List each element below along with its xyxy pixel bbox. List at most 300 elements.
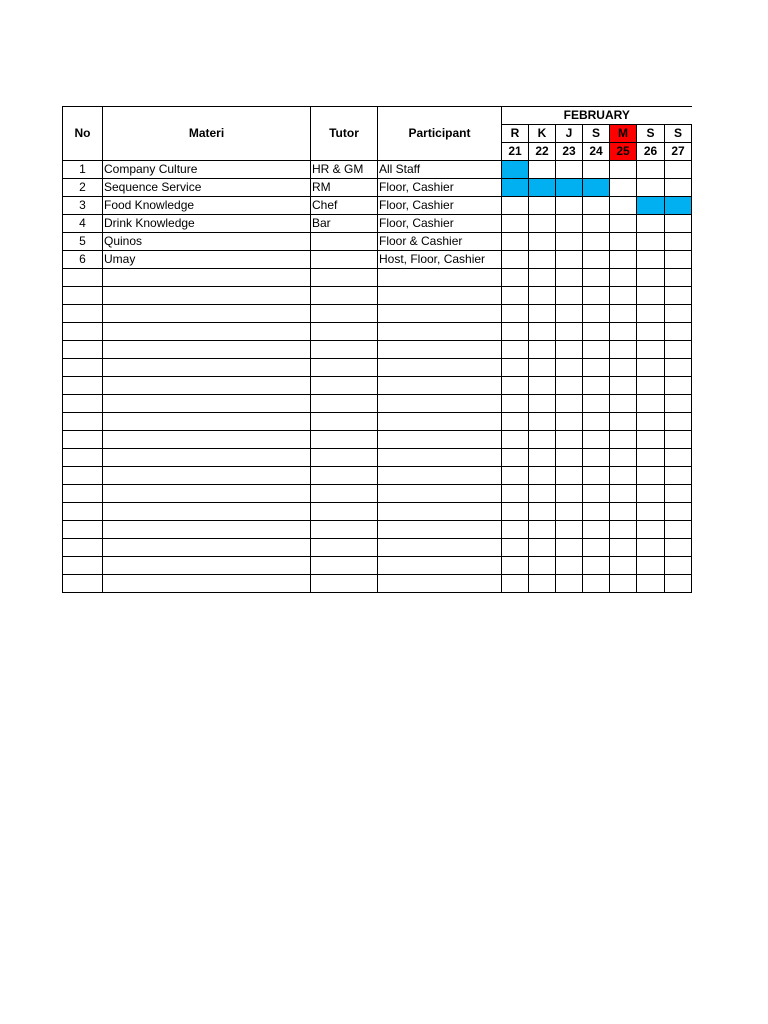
schedule-cell-filled bbox=[502, 161, 529, 179]
schedule-cell bbox=[610, 197, 637, 215]
schedule-cell bbox=[610, 179, 637, 197]
day-date-2: 22 bbox=[529, 143, 556, 161]
empty-row bbox=[63, 413, 692, 431]
schedule-cell bbox=[665, 233, 692, 251]
schedule-cell bbox=[637, 251, 665, 269]
empty-cell bbox=[637, 557, 665, 575]
row-materi: Quinos bbox=[103, 233, 311, 251]
empty-cell bbox=[311, 377, 378, 395]
empty-cell bbox=[311, 503, 378, 521]
header-tutor: Tutor bbox=[311, 107, 378, 161]
row-tutor: RM bbox=[311, 179, 378, 197]
empty-cell bbox=[610, 503, 637, 521]
empty-cell bbox=[665, 413, 692, 431]
header-month: FEBRUARY bbox=[502, 107, 692, 125]
empty-cell bbox=[583, 413, 610, 431]
empty-cell bbox=[63, 467, 103, 485]
schedule-cell-filled bbox=[583, 179, 610, 197]
schedule-cell bbox=[583, 197, 610, 215]
row-participant: Floor, Cashier bbox=[378, 197, 502, 215]
schedule-cell bbox=[556, 215, 583, 233]
empty-cell bbox=[103, 503, 311, 521]
empty-row bbox=[63, 539, 692, 557]
table-row bbox=[63, 179, 692, 197]
empty-cell bbox=[502, 557, 529, 575]
day-letter-2: K bbox=[529, 125, 556, 143]
empty-cell bbox=[378, 377, 502, 395]
empty-cell bbox=[556, 287, 583, 305]
empty-cell bbox=[665, 323, 692, 341]
empty-cell bbox=[583, 485, 610, 503]
empty-cell bbox=[502, 485, 529, 503]
empty-cell bbox=[502, 467, 529, 485]
empty-cell bbox=[63, 449, 103, 467]
empty-row bbox=[63, 521, 692, 539]
header-row-month bbox=[63, 107, 692, 125]
empty-cell bbox=[556, 341, 583, 359]
day-letter-7: S bbox=[665, 125, 692, 143]
empty-cell bbox=[378, 539, 502, 557]
empty-cell bbox=[610, 323, 637, 341]
empty-cell bbox=[637, 269, 665, 287]
empty-cell bbox=[378, 323, 502, 341]
empty-cell bbox=[103, 485, 311, 503]
row-participant: Host, Floor, Cashier bbox=[378, 251, 502, 269]
schedule-cell-filled bbox=[665, 197, 692, 215]
empty-cell bbox=[529, 557, 556, 575]
row-no: 6 bbox=[63, 251, 103, 269]
empty-cell bbox=[311, 431, 378, 449]
empty-cell bbox=[103, 287, 311, 305]
empty-cell bbox=[502, 449, 529, 467]
schedule-cell bbox=[556, 161, 583, 179]
empty-cell bbox=[311, 521, 378, 539]
empty-cell bbox=[63, 575, 103, 593]
empty-row bbox=[63, 485, 692, 503]
empty-cell bbox=[583, 521, 610, 539]
empty-cell bbox=[610, 575, 637, 593]
empty-cell bbox=[665, 395, 692, 413]
empty-cell bbox=[637, 485, 665, 503]
empty-cell bbox=[311, 359, 378, 377]
empty-cell bbox=[665, 521, 692, 539]
empty-cell bbox=[311, 575, 378, 593]
empty-cell bbox=[665, 575, 692, 593]
empty-cell bbox=[583, 467, 610, 485]
empty-cell bbox=[610, 377, 637, 395]
empty-cell bbox=[637, 431, 665, 449]
empty-cell bbox=[103, 539, 311, 557]
empty-cell bbox=[311, 323, 378, 341]
empty-cell bbox=[556, 521, 583, 539]
empty-cell bbox=[665, 359, 692, 377]
row-tutor bbox=[311, 233, 378, 251]
empty-cell bbox=[63, 323, 103, 341]
empty-cell bbox=[529, 449, 556, 467]
empty-cell bbox=[502, 359, 529, 377]
empty-cell bbox=[610, 359, 637, 377]
schedule-cell bbox=[637, 179, 665, 197]
empty-cell bbox=[529, 377, 556, 395]
empty-cell bbox=[529, 341, 556, 359]
empty-cell bbox=[529, 287, 556, 305]
schedule-cell bbox=[529, 161, 556, 179]
empty-cell bbox=[502, 269, 529, 287]
schedule-cell-filled bbox=[556, 179, 583, 197]
empty-cell bbox=[637, 359, 665, 377]
empty-cell bbox=[610, 341, 637, 359]
empty-cell bbox=[583, 359, 610, 377]
empty-cell bbox=[637, 467, 665, 485]
empty-cell bbox=[637, 539, 665, 557]
row-tutor bbox=[311, 251, 378, 269]
empty-cell bbox=[103, 305, 311, 323]
row-no: 3 bbox=[63, 197, 103, 215]
empty-cell bbox=[610, 521, 637, 539]
row-no: 4 bbox=[63, 215, 103, 233]
schedule-cell bbox=[556, 251, 583, 269]
schedule-cell-filled bbox=[637, 197, 665, 215]
schedule-cell bbox=[529, 251, 556, 269]
empty-cell bbox=[63, 557, 103, 575]
empty-cell bbox=[610, 485, 637, 503]
empty-cell bbox=[378, 287, 502, 305]
header-materi: Materi bbox=[103, 107, 311, 161]
empty-cell bbox=[63, 359, 103, 377]
empty-cell bbox=[378, 557, 502, 575]
empty-cell bbox=[311, 341, 378, 359]
empty-cell bbox=[556, 377, 583, 395]
empty-cell bbox=[311, 557, 378, 575]
empty-cell bbox=[637, 413, 665, 431]
empty-cell bbox=[556, 431, 583, 449]
schedule-cell bbox=[665, 215, 692, 233]
row-materi: Company Culture bbox=[103, 161, 311, 179]
day-date-3: 23 bbox=[556, 143, 583, 161]
empty-cell bbox=[556, 575, 583, 593]
empty-cell bbox=[556, 395, 583, 413]
schedule-cell bbox=[610, 215, 637, 233]
empty-cell bbox=[610, 269, 637, 287]
schedule-cell bbox=[583, 215, 610, 233]
empty-cell bbox=[637, 377, 665, 395]
row-no: 5 bbox=[63, 233, 103, 251]
empty-cell bbox=[311, 395, 378, 413]
table-row bbox=[63, 251, 692, 269]
empty-cell bbox=[378, 575, 502, 593]
empty-cell bbox=[311, 467, 378, 485]
day-letter-3: J bbox=[556, 125, 583, 143]
empty-cell bbox=[378, 467, 502, 485]
table-row bbox=[63, 161, 692, 179]
empty-cell bbox=[529, 431, 556, 449]
empty-cell bbox=[610, 395, 637, 413]
schedule-cell bbox=[637, 233, 665, 251]
empty-cell bbox=[529, 503, 556, 521]
empty-cell bbox=[378, 485, 502, 503]
empty-row bbox=[63, 431, 692, 449]
empty-cell bbox=[610, 449, 637, 467]
empty-cell bbox=[665, 431, 692, 449]
empty-cell bbox=[665, 377, 692, 395]
empty-cell bbox=[665, 485, 692, 503]
row-materi: Drink Knowledge bbox=[103, 215, 311, 233]
empty-cell bbox=[378, 359, 502, 377]
empty-cell bbox=[311, 449, 378, 467]
empty-cell bbox=[103, 467, 311, 485]
empty-cell bbox=[103, 359, 311, 377]
day-letter-1: R bbox=[502, 125, 529, 143]
empty-cell bbox=[637, 341, 665, 359]
empty-cell bbox=[529, 485, 556, 503]
schedule-cell-filled bbox=[529, 179, 556, 197]
day-date-7: 27 bbox=[665, 143, 692, 161]
empty-cell bbox=[63, 539, 103, 557]
empty-cell bbox=[378, 269, 502, 287]
empty-cell bbox=[610, 539, 637, 557]
empty-cell bbox=[556, 413, 583, 431]
empty-row bbox=[63, 467, 692, 485]
schedule-cell bbox=[665, 179, 692, 197]
empty-cell bbox=[529, 323, 556, 341]
empty-cell bbox=[378, 395, 502, 413]
empty-cell bbox=[529, 269, 556, 287]
schedule-cell bbox=[502, 197, 529, 215]
schedule-cell bbox=[610, 251, 637, 269]
empty-cell bbox=[311, 305, 378, 323]
empty-cell bbox=[610, 431, 637, 449]
empty-cell bbox=[637, 521, 665, 539]
empty-cell bbox=[103, 269, 311, 287]
empty-cell bbox=[103, 575, 311, 593]
schedule-cell bbox=[583, 233, 610, 251]
empty-cell bbox=[529, 413, 556, 431]
empty-cell bbox=[103, 521, 311, 539]
empty-cell bbox=[583, 431, 610, 449]
empty-cell bbox=[665, 341, 692, 359]
empty-cell bbox=[583, 305, 610, 323]
empty-cell bbox=[103, 413, 311, 431]
empty-cell bbox=[311, 413, 378, 431]
training-schedule-table bbox=[62, 106, 692, 593]
empty-cell bbox=[378, 413, 502, 431]
schedule-cell bbox=[502, 251, 529, 269]
empty-row bbox=[63, 305, 692, 323]
row-participant: Floor, Cashier bbox=[378, 215, 502, 233]
schedule-cell bbox=[610, 233, 637, 251]
empty-row bbox=[63, 359, 692, 377]
empty-cell bbox=[583, 287, 610, 305]
empty-cell bbox=[63, 485, 103, 503]
empty-row bbox=[63, 575, 692, 593]
day-date-6: 26 bbox=[637, 143, 665, 161]
empty-cell bbox=[637, 287, 665, 305]
row-materi: Umay bbox=[103, 251, 311, 269]
empty-cell bbox=[610, 557, 637, 575]
empty-cell bbox=[378, 521, 502, 539]
empty-cell bbox=[502, 575, 529, 593]
empty-cell bbox=[502, 431, 529, 449]
schedule-cell bbox=[529, 197, 556, 215]
table-row bbox=[63, 215, 692, 233]
empty-cell bbox=[665, 269, 692, 287]
empty-cell bbox=[583, 557, 610, 575]
empty-cell bbox=[583, 323, 610, 341]
empty-cell bbox=[103, 431, 311, 449]
empty-cell bbox=[63, 503, 103, 521]
day-letter-6: S bbox=[637, 125, 665, 143]
day-letter-5: M bbox=[610, 125, 637, 143]
empty-cell bbox=[529, 359, 556, 377]
empty-cell bbox=[665, 305, 692, 323]
empty-cell bbox=[665, 503, 692, 521]
empty-cell bbox=[583, 449, 610, 467]
empty-cell bbox=[529, 305, 556, 323]
empty-row bbox=[63, 503, 692, 521]
empty-row bbox=[63, 449, 692, 467]
empty-cell bbox=[529, 467, 556, 485]
row-participant: All Staff bbox=[378, 161, 502, 179]
empty-cell bbox=[378, 431, 502, 449]
empty-row bbox=[63, 287, 692, 305]
day-date-1: 21 bbox=[502, 143, 529, 161]
empty-cell bbox=[556, 467, 583, 485]
empty-cell bbox=[502, 413, 529, 431]
day-letter-4: S bbox=[583, 125, 610, 143]
empty-cell bbox=[529, 521, 556, 539]
empty-cell bbox=[665, 449, 692, 467]
schedule-cell bbox=[502, 215, 529, 233]
empty-cell bbox=[556, 539, 583, 557]
empty-cell bbox=[103, 341, 311, 359]
empty-cell bbox=[583, 539, 610, 557]
schedule-cell-filled bbox=[502, 179, 529, 197]
empty-cell bbox=[610, 287, 637, 305]
empty-cell bbox=[63, 269, 103, 287]
empty-cell bbox=[502, 377, 529, 395]
row-tutor: HR & GM bbox=[311, 161, 378, 179]
empty-cell bbox=[556, 449, 583, 467]
empty-cell bbox=[502, 395, 529, 413]
row-participant: Floor, Cashier bbox=[378, 179, 502, 197]
empty-cell bbox=[529, 395, 556, 413]
row-no: 1 bbox=[63, 161, 103, 179]
empty-cell bbox=[502, 341, 529, 359]
empty-cell bbox=[610, 305, 637, 323]
empty-cell bbox=[637, 449, 665, 467]
empty-cell bbox=[583, 575, 610, 593]
day-date-4: 24 bbox=[583, 143, 610, 161]
empty-cell bbox=[637, 503, 665, 521]
schedule-cell bbox=[610, 161, 637, 179]
empty-cell bbox=[502, 503, 529, 521]
empty-cell bbox=[583, 269, 610, 287]
empty-cell bbox=[529, 575, 556, 593]
empty-row bbox=[63, 395, 692, 413]
empty-cell bbox=[583, 341, 610, 359]
empty-cell bbox=[637, 395, 665, 413]
empty-cell bbox=[556, 269, 583, 287]
empty-cell bbox=[637, 305, 665, 323]
row-materi: Sequence Service bbox=[103, 179, 311, 197]
schedule-cell bbox=[556, 197, 583, 215]
empty-cell bbox=[502, 521, 529, 539]
empty-cell bbox=[63, 395, 103, 413]
empty-cell bbox=[583, 377, 610, 395]
empty-cell bbox=[311, 485, 378, 503]
empty-cell bbox=[63, 377, 103, 395]
row-no: 2 bbox=[63, 179, 103, 197]
empty-cell bbox=[610, 467, 637, 485]
empty-cell bbox=[378, 341, 502, 359]
empty-cell bbox=[637, 575, 665, 593]
schedule-cell bbox=[583, 161, 610, 179]
empty-cell bbox=[103, 377, 311, 395]
empty-row bbox=[63, 557, 692, 575]
empty-cell bbox=[103, 323, 311, 341]
empty-cell bbox=[378, 503, 502, 521]
schedule-cell bbox=[637, 215, 665, 233]
empty-cell bbox=[610, 413, 637, 431]
empty-cell bbox=[63, 287, 103, 305]
empty-cell bbox=[637, 323, 665, 341]
empty-cell bbox=[665, 539, 692, 557]
header-no: No bbox=[63, 107, 103, 161]
schedule-cell bbox=[583, 251, 610, 269]
empty-row bbox=[63, 341, 692, 359]
empty-cell bbox=[665, 287, 692, 305]
empty-row bbox=[63, 269, 692, 287]
empty-cell bbox=[378, 305, 502, 323]
schedule-cell bbox=[665, 161, 692, 179]
empty-cell bbox=[311, 539, 378, 557]
empty-cell bbox=[103, 557, 311, 575]
empty-row bbox=[63, 323, 692, 341]
empty-cell bbox=[63, 521, 103, 539]
empty-cell bbox=[502, 287, 529, 305]
empty-cell bbox=[63, 413, 103, 431]
row-tutor: Chef bbox=[311, 197, 378, 215]
empty-cell bbox=[556, 359, 583, 377]
schedule-cell bbox=[529, 215, 556, 233]
empty-cell bbox=[665, 557, 692, 575]
table-row bbox=[63, 197, 692, 215]
schedule-cell bbox=[665, 251, 692, 269]
empty-cell bbox=[502, 539, 529, 557]
schedule-cell bbox=[502, 233, 529, 251]
row-participant: Floor & Cashier bbox=[378, 233, 502, 251]
row-tutor: Bar bbox=[311, 215, 378, 233]
schedule-cell bbox=[529, 233, 556, 251]
empty-cell bbox=[378, 449, 502, 467]
empty-cell bbox=[529, 539, 556, 557]
empty-cell bbox=[583, 395, 610, 413]
empty-cell bbox=[63, 431, 103, 449]
empty-cell bbox=[311, 287, 378, 305]
empty-cell bbox=[502, 305, 529, 323]
empty-cell bbox=[556, 485, 583, 503]
empty-cell bbox=[556, 323, 583, 341]
empty-cell bbox=[63, 305, 103, 323]
day-date-5: 25 bbox=[610, 143, 637, 161]
row-materi: Food Knowledge bbox=[103, 197, 311, 215]
empty-cell bbox=[63, 341, 103, 359]
schedule-cell bbox=[556, 233, 583, 251]
empty-cell bbox=[103, 395, 311, 413]
empty-row bbox=[63, 377, 692, 395]
empty-cell bbox=[556, 557, 583, 575]
empty-cell bbox=[502, 323, 529, 341]
